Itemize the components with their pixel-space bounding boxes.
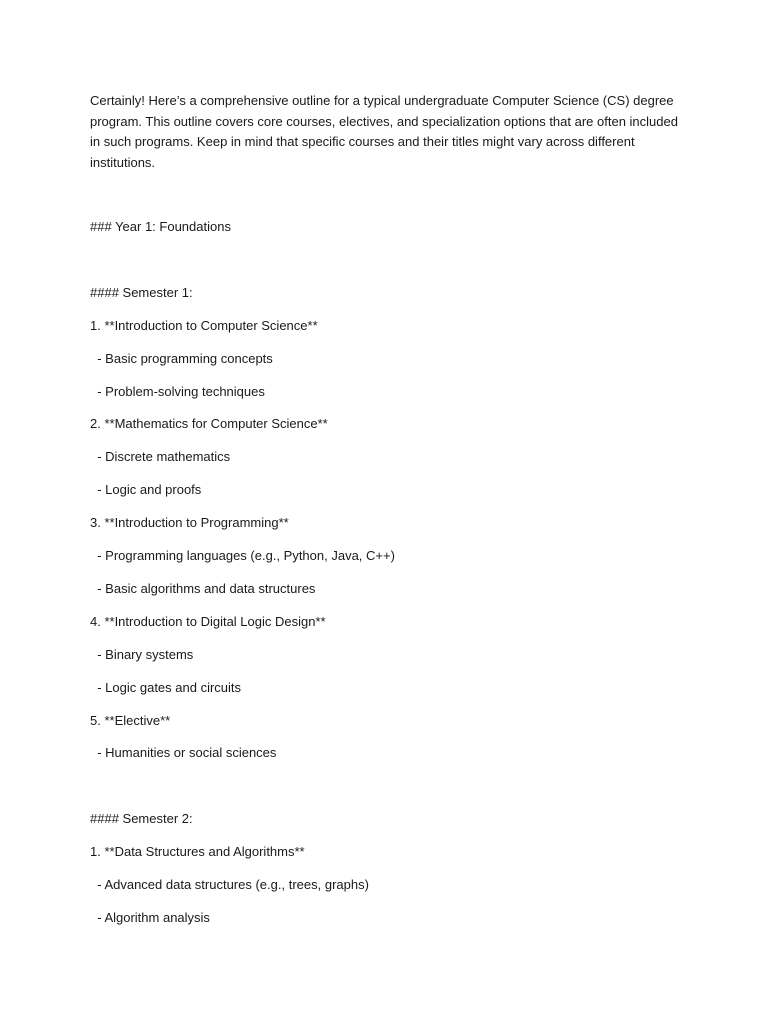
- semester1-heading: #### Semester 1:: [90, 285, 193, 300]
- course-topic: - Basic programming concepts: [90, 351, 273, 366]
- document-body: [90, 91, 690, 173]
- semester2-heading: #### Semester 2:: [90, 811, 193, 826]
- course-topic: - Programming languages (e.g., Python, Java, C++): [90, 548, 395, 563]
- course-topic: - Basic algorithms and data structures: [90, 581, 316, 596]
- course-title: 3. **Introduction to Programming**: [90, 515, 289, 530]
- course-title: 4. **Introduction to Digital Logic Design**: [90, 614, 326, 629]
- course-topic: - Problem-solving techniques: [90, 384, 265, 399]
- course-topic: - Humanities or social sciences: [90, 745, 277, 760]
- course-topic: - Advanced data structures (e.g., trees, graphs): [90, 877, 369, 892]
- course-topic: - Logic and proofs: [90, 482, 202, 497]
- course-topic: - Binary systems: [90, 647, 194, 662]
- course-topic: - Algorithm analysis: [90, 910, 210, 925]
- intro-paragraph: Certainly! Here’s a comprehensive outline for a typical undergraduate Computer Science (CS) degree program. This outline covers core courses, electives, and specialization options that are often included in such programs. Keep in mind that specific courses and their titles might vary across different institutions.: [90, 93, 678, 170]
- course-title: 1. **Data Structures and Algorithms**: [90, 844, 305, 859]
- course-title: 1. **Introduction to Computer Science**: [90, 318, 318, 333]
- course-title: 5. **Elective**: [90, 713, 171, 728]
- year1-heading: ### Year 1: Foundations: [90, 219, 231, 234]
- course-topic: - Discrete mathematics: [90, 449, 231, 464]
- course-topic: - Logic gates and circuits: [90, 680, 242, 695]
- course-title: 2. **Mathematics for Computer Science**: [90, 416, 328, 431]
